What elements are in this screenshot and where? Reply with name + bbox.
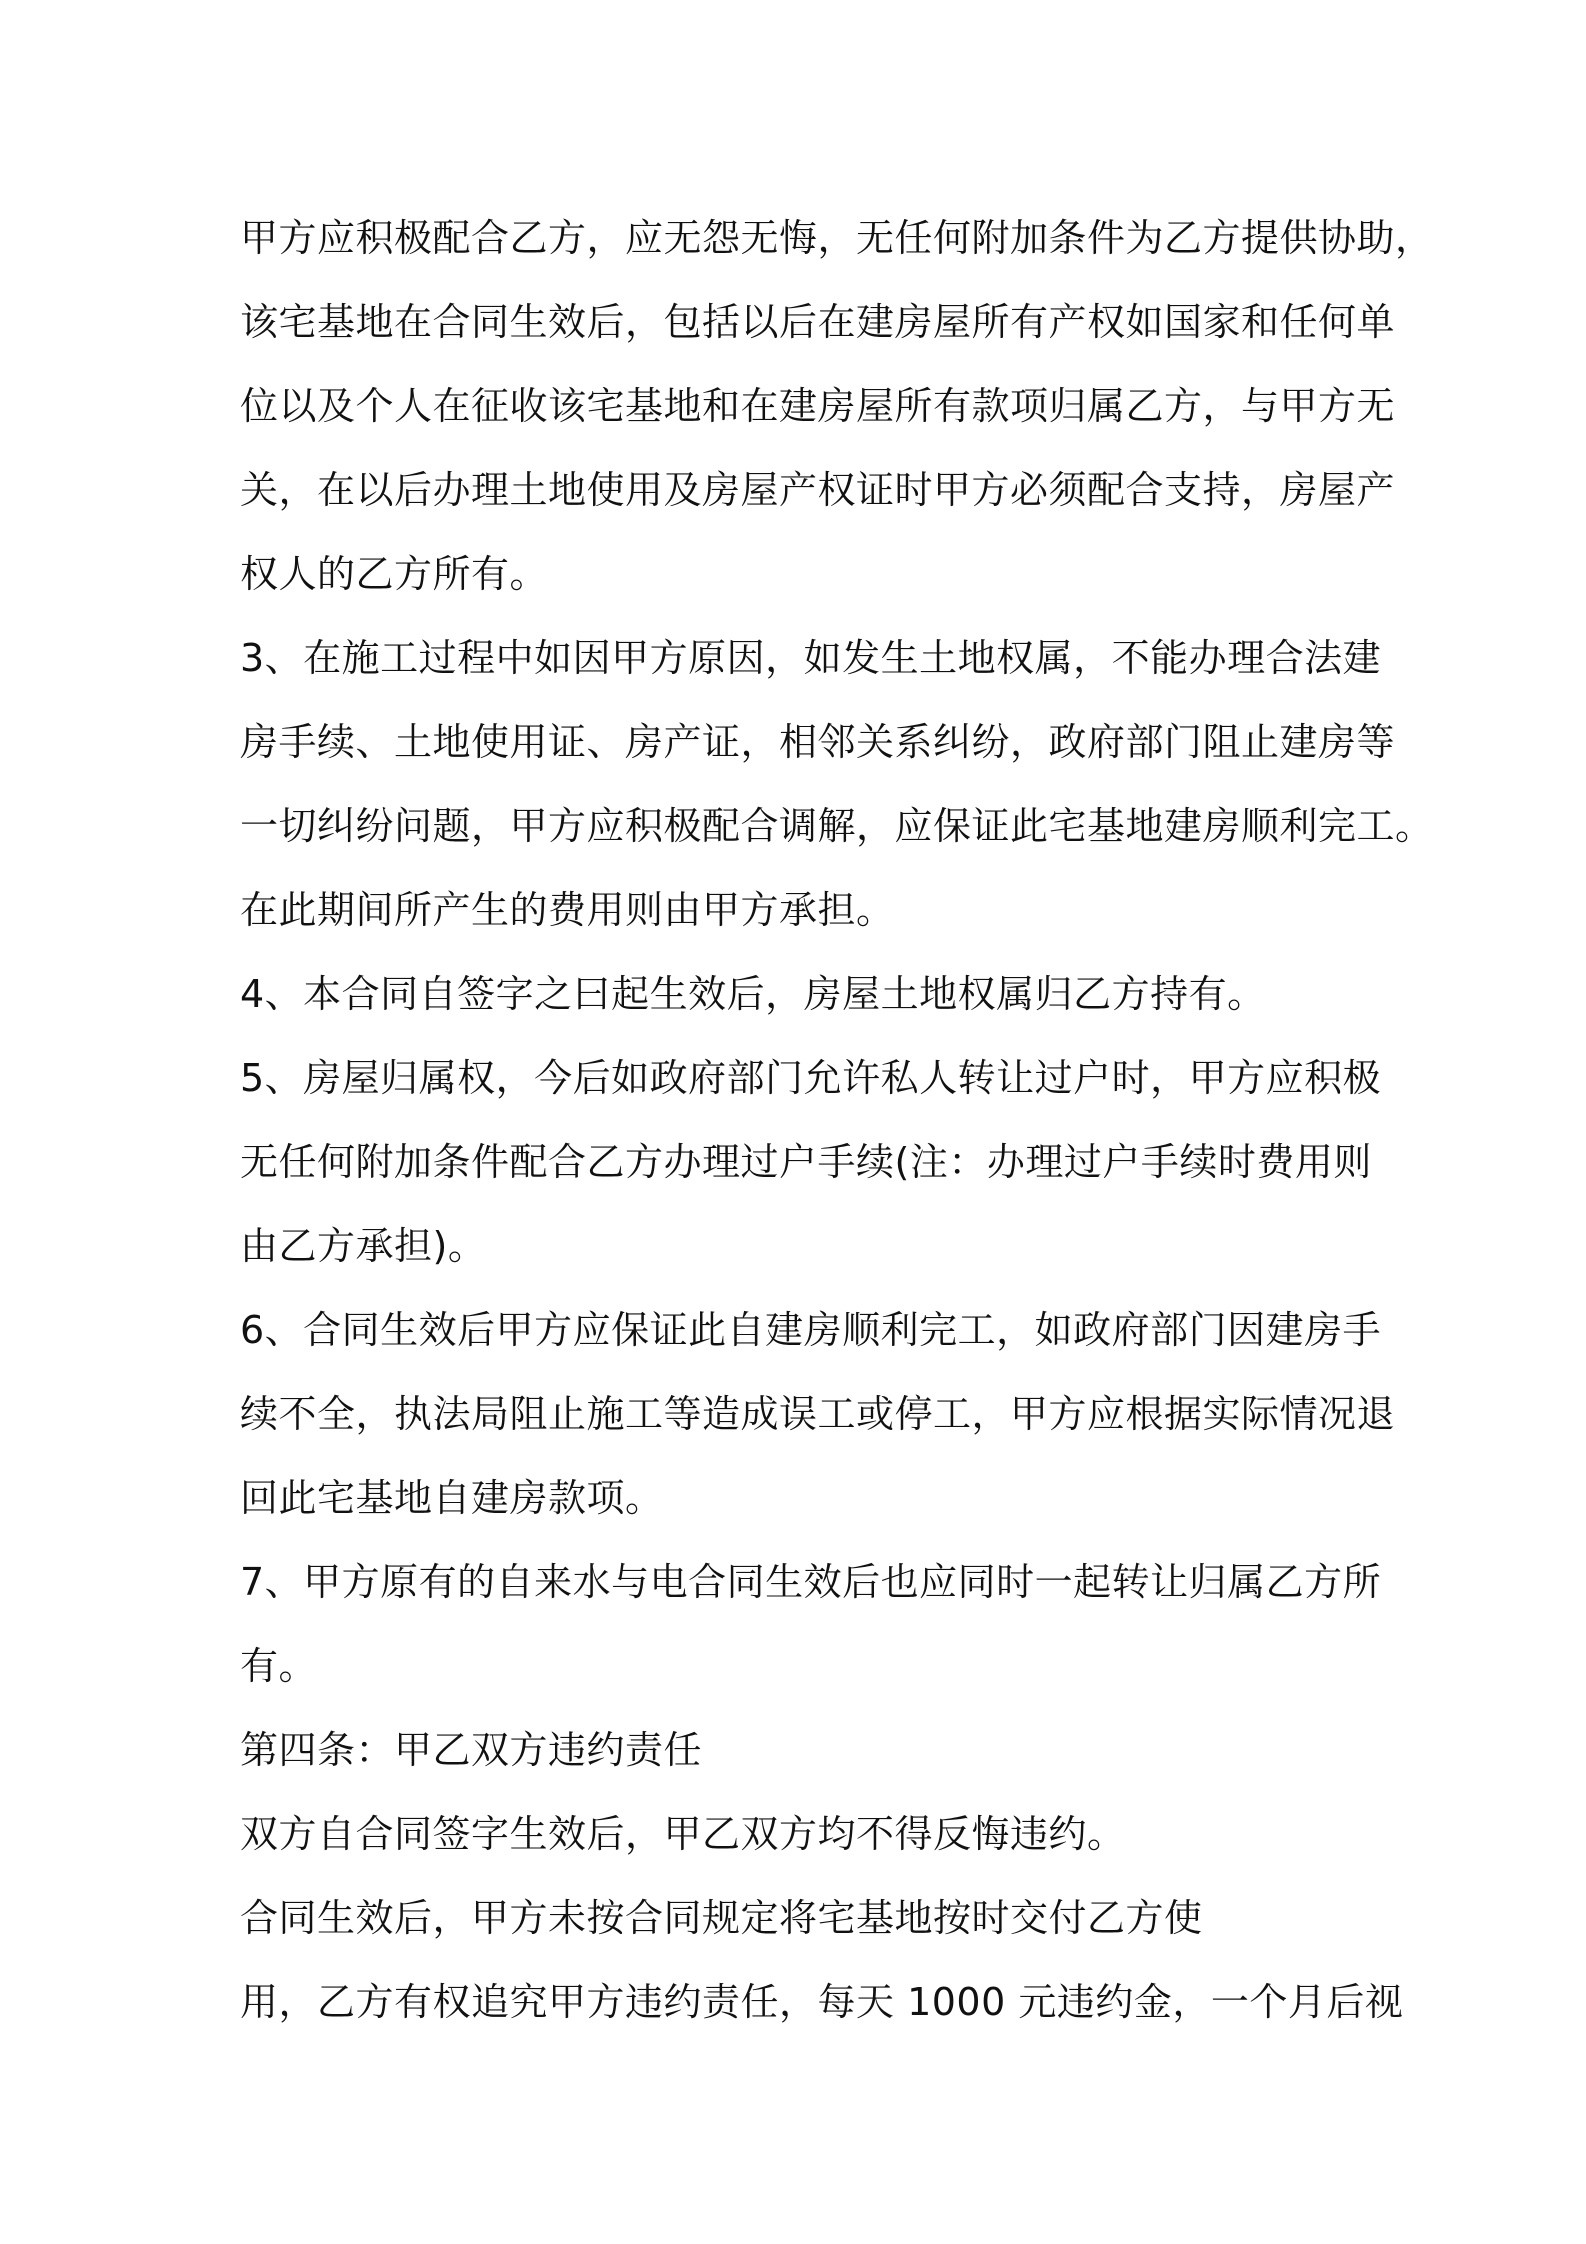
clause-6-line: 续不全，执法局阻止施工等造成误工或停工，甲方应根据实际情况退 bbox=[240, 1392, 1396, 1436]
clause-4-line: 4、本合同自签字之曰起生效后，房屋土地权属归乙方持有。 bbox=[240, 972, 1266, 1016]
paragraph-line: 权人的乙方所有。 bbox=[240, 552, 549, 596]
clause-6-line: 6、合同生效后甲方应保证此自建房顺利完工，如政府部门因建房手 bbox=[240, 1308, 1382, 1352]
paragraph-line: 双方自合同签字生效后，甲乙双方均不得反悔违约。 bbox=[240, 1812, 1126, 1856]
paragraph-line: 关，在以后办理土地使用及房屋产权证时甲方必须配合支持，房屋产 bbox=[240, 468, 1396, 512]
clause-7-line: 7、甲方原有的自来水与电合同生效后也应同时一起转让归属乙方所 bbox=[240, 1560, 1382, 1604]
paragraph-line: 该宅基地在合同生效后，包括以后在建房屋所有产权如国家和任何单 bbox=[240, 300, 1396, 344]
paragraph-line: 合同生效后，甲方未按合同规定将宅基地按时交付乙方使 bbox=[240, 1896, 1203, 1940]
clause-5-line: 由乙方承担)。 bbox=[240, 1224, 487, 1268]
clause-3-line: 在此期间所产生的费用则由甲方承担。 bbox=[240, 888, 895, 932]
paragraph-line: 甲方应积极配合乙方，应无怨无悔，无任何附加条件为乙方提供协助， bbox=[240, 216, 1434, 260]
document-body bbox=[240, 196, 1434, 2044]
clause-6-line: 回此宅基地自建房款项。 bbox=[240, 1476, 664, 1520]
paragraph-line: 位以及个人在征收该宅基地和在建房屋所有款项归属乙方，与甲方无 bbox=[240, 384, 1396, 428]
clause-3-line: 房手续、土地使用证、房产证，相邻关系纠纷，政府部门阻止建房等 bbox=[240, 720, 1396, 764]
paragraph-line: 用，乙方有权追究甲方违约责任，每天 1000 元违约金，一个月后视 bbox=[240, 1980, 1404, 2024]
clause-3-line: 一切纠纷问题，甲方应积极配合调解，应保证此宅基地建房顺利完工。 bbox=[240, 804, 1434, 848]
clause-5-line: 5、房屋归属权，今后如政府部门允许私人转让过户时，甲方应积极 bbox=[240, 1056, 1382, 1100]
section-heading: 第四条：甲乙双方违约责任 bbox=[240, 1728, 703, 1772]
clause-3-line: 3、在施工过程中如因甲方原因，如发生土地权属，不能办理合法建 bbox=[240, 636, 1382, 680]
clause-7-line: 有。 bbox=[240, 1644, 318, 1688]
clause-5-line: 无任何附加条件配合乙方办理过户手续(注：办理过户手续时费用则 bbox=[240, 1140, 1372, 1184]
